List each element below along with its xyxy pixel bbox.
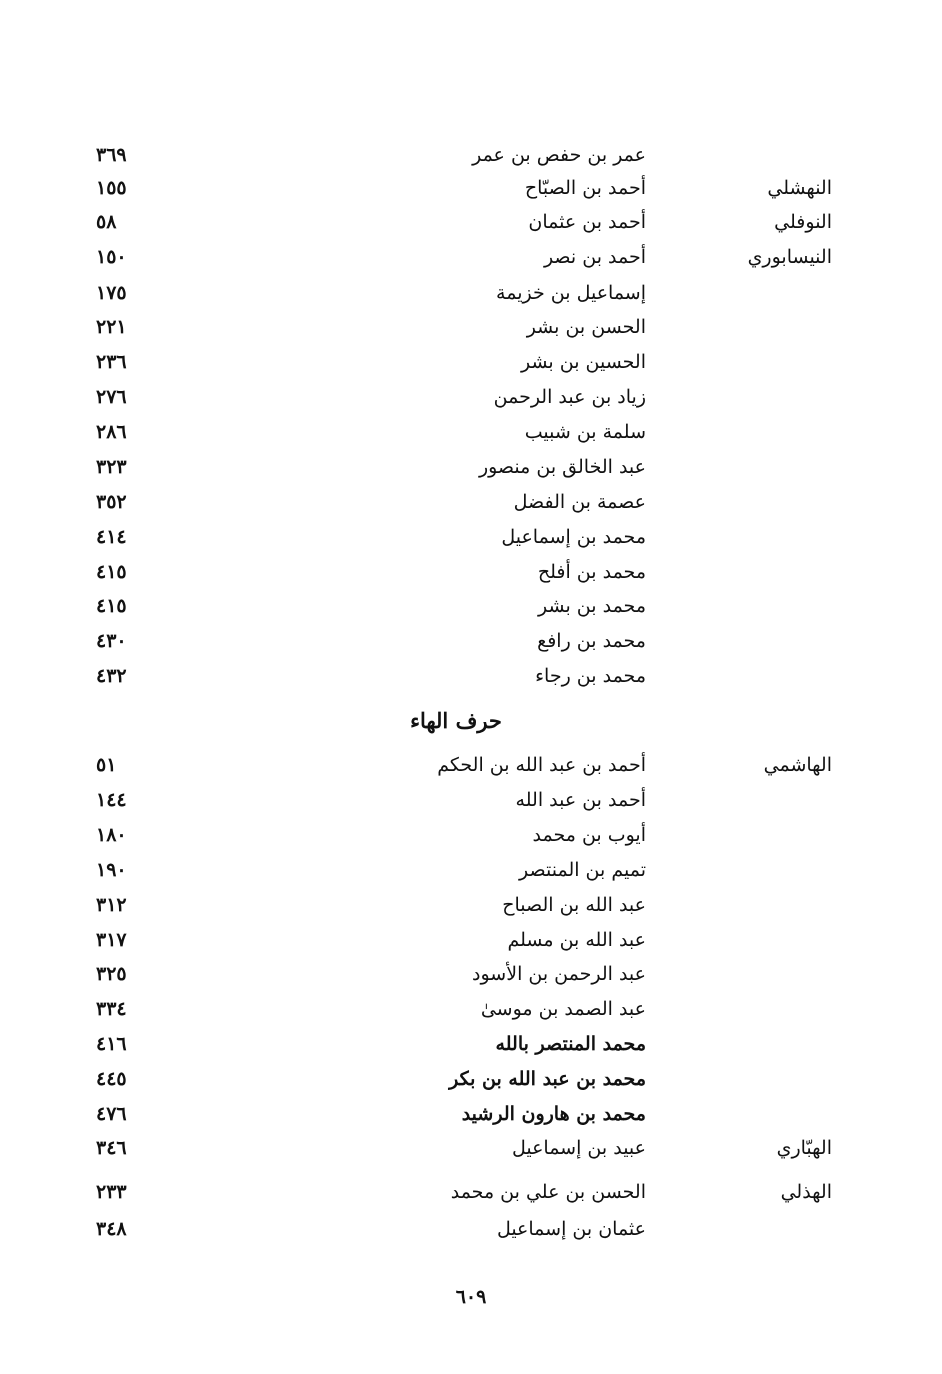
page-reference: ١٥٥ bbox=[96, 177, 127, 199]
index-row bbox=[0, 750, 942, 780]
page-reference: ١٨٠ bbox=[96, 824, 127, 846]
person-name: محمد بن رجاء bbox=[535, 665, 646, 687]
person-name: إسماعيل بن خزيمة bbox=[496, 282, 646, 304]
nisba-label: الهبّاري bbox=[776, 1137, 832, 1159]
index-row bbox=[0, 925, 942, 955]
index-row bbox=[0, 417, 942, 447]
person-name: محمد بن عبد الله بن بكر bbox=[449, 1068, 646, 1090]
person-name: أحمد بن عثمان bbox=[528, 211, 646, 233]
person-name: أحمد بن عبد الله bbox=[515, 789, 646, 811]
page-reference: ٤١٥ bbox=[96, 595, 127, 617]
page-reference: ٥٨ bbox=[96, 211, 117, 233]
page-reference: ٣٣٤ bbox=[96, 998, 127, 1020]
index-row bbox=[0, 140, 942, 170]
person-name: عبيد بن إسماعيل bbox=[511, 1137, 646, 1159]
page-reference: ٢٨٦ bbox=[96, 421, 127, 443]
page-reference: ٢٣٣ bbox=[96, 1181, 127, 1203]
section-heading: حرف الهاء bbox=[410, 708, 502, 733]
person-name: أحمد بن عبد الله بن الحكم bbox=[437, 754, 646, 776]
index-row bbox=[0, 452, 942, 482]
page-reference: ٣٥٢ bbox=[96, 491, 127, 513]
page-reference: ١٩٠ bbox=[96, 859, 127, 881]
index-row bbox=[0, 1029, 942, 1059]
index-row bbox=[0, 1064, 942, 1094]
page-reference: ٤٧٦ bbox=[96, 1103, 127, 1125]
person-name: أحمد بن نصر bbox=[543, 246, 646, 268]
person-name: عبد الله بن مسلم bbox=[507, 929, 646, 951]
index-row bbox=[0, 820, 942, 850]
index-row bbox=[0, 994, 942, 1024]
index-row bbox=[0, 207, 942, 237]
page-reference: ٣١٢ bbox=[96, 894, 127, 916]
person-name: عثمان بن إسماعيل bbox=[496, 1218, 646, 1240]
index-row bbox=[0, 1133, 942, 1163]
index-row bbox=[0, 242, 942, 272]
person-name: عبد الخالق بن منصور bbox=[478, 456, 646, 478]
person-name: عصمة بن الفضل bbox=[513, 491, 646, 513]
nisba-label: النوفلي bbox=[774, 211, 832, 233]
nisba-label: الهاشمي bbox=[763, 754, 832, 776]
index-row bbox=[0, 347, 942, 377]
index-row bbox=[0, 557, 942, 587]
page-reference: ٤٤٥ bbox=[96, 1068, 127, 1090]
person-name: الحسن بن علي بن محمد bbox=[450, 1181, 646, 1203]
person-name: محمد بن أفلح bbox=[537, 561, 646, 583]
index-row bbox=[0, 855, 942, 885]
person-name: عبد الرحمن بن الأسود bbox=[472, 963, 646, 985]
person-name: محمد بن بشر bbox=[538, 595, 646, 617]
page-reference: ٤١٤ bbox=[96, 526, 127, 548]
index-row bbox=[0, 626, 942, 656]
page-reference: ٣٤٦ bbox=[96, 1137, 127, 1159]
page-reference: ٤٣٢ bbox=[96, 665, 127, 687]
index-row bbox=[0, 278, 942, 308]
person-name: أيوب بن محمد bbox=[532, 824, 646, 846]
page-reference: ٣٢٣ bbox=[96, 456, 127, 478]
page-reference: ٣٢٥ bbox=[96, 963, 127, 985]
page-reference: ٣٦٩ bbox=[96, 144, 127, 166]
person-name: عبد الصمد بن موسىٰ bbox=[480, 998, 646, 1020]
person-name: الحسن بن بشر bbox=[526, 316, 646, 338]
person-name: أحمد بن الصبّاح bbox=[524, 177, 646, 199]
index-row bbox=[0, 173, 942, 203]
person-name: محمد بن إسماعيل bbox=[501, 526, 646, 548]
person-name: سلمة بن شبيب bbox=[524, 421, 646, 443]
person-name: محمد بن هارون الرشيد bbox=[461, 1103, 646, 1125]
index-row bbox=[0, 785, 942, 815]
person-name: عمر بن حفص بن عمر bbox=[472, 144, 646, 166]
person-name: تميم بن المنتصر bbox=[519, 859, 646, 881]
nisba-label: النهشلي bbox=[767, 177, 832, 199]
page-reference: ٤١٥ bbox=[96, 561, 127, 583]
person-name: عبد الله بن الصباح bbox=[502, 894, 646, 916]
page-reference: ١٥٠ bbox=[96, 246, 127, 268]
person-name: محمد المنتصر بالله bbox=[495, 1033, 646, 1055]
index-row bbox=[0, 312, 942, 342]
index-row bbox=[0, 487, 942, 517]
index-row bbox=[0, 522, 942, 552]
person-name: محمد بن رافع bbox=[537, 630, 646, 652]
page-reference: ٣٤٨ bbox=[96, 1218, 127, 1240]
page-reference: ٢٣٦ bbox=[96, 351, 127, 373]
page-reference: ٢٧٦ bbox=[96, 386, 127, 408]
page-reference: ٤١٦ bbox=[96, 1033, 127, 1055]
nisba-label: النيسابوري bbox=[747, 246, 832, 268]
person-name: الحسين بن بشر bbox=[520, 351, 646, 373]
person-name: زياد بن عبد الرحمن bbox=[493, 386, 646, 408]
index-row bbox=[0, 661, 942, 691]
index-row bbox=[0, 1099, 942, 1129]
nisba-label: الهذلي bbox=[780, 1181, 832, 1203]
index-row bbox=[0, 382, 942, 412]
page-number: ٦٠٩ bbox=[455, 1286, 487, 1308]
page-reference: ١٤٤ bbox=[96, 789, 127, 811]
page-reference: ١٧٥ bbox=[96, 282, 127, 304]
index-row bbox=[0, 1177, 942, 1207]
page-reference: ٤٣٠ bbox=[96, 630, 127, 652]
page-reference: ٥١ bbox=[96, 754, 117, 776]
page-reference: ٢٢١ bbox=[96, 316, 127, 338]
index-row bbox=[0, 890, 942, 920]
index-row bbox=[0, 1214, 942, 1244]
index-row bbox=[0, 591, 942, 621]
index-row bbox=[0, 959, 942, 989]
page-reference: ٣١٧ bbox=[96, 929, 127, 951]
